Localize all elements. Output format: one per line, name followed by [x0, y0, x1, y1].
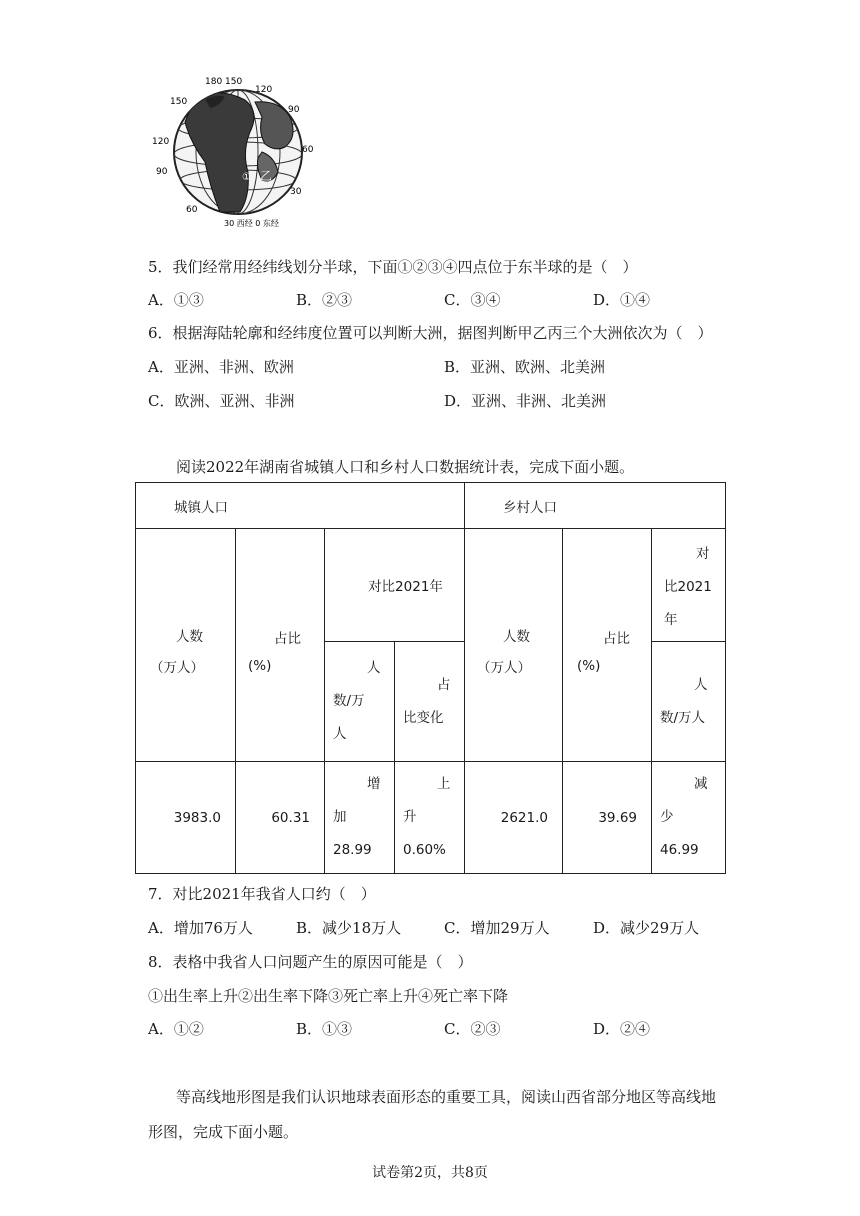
q6-option-b[interactable]: B．亚洲、欧洲、北美洲 [444, 358, 606, 376]
cell-value: 3983.0 [173, 809, 221, 826]
header-text: 数/万 [333, 693, 365, 709]
urban-share-change-value [395, 762, 465, 874]
header-text: 对比2021年 [368, 579, 443, 595]
urban-compare-header [325, 529, 465, 642]
rural-people-value [465, 762, 563, 874]
rural-header: 乡村人口 [503, 499, 557, 516]
cell-value: 增 [367, 776, 381, 792]
header-text: 比变化 [403, 709, 444, 726]
cell-value: 少 [660, 809, 674, 825]
q8-option-c[interactable]: C．②③ [444, 1020, 501, 1038]
globe-label-120-left: 120 [152, 137, 170, 147]
urban-people-header [136, 529, 236, 762]
globe-label-60-right: 60 [302, 145, 314, 155]
globe-point-1: ① [242, 172, 251, 183]
q6-option-c[interactable]: C．欧洲、亚洲、非洲 [148, 392, 295, 410]
rural-header-cell [465, 483, 726, 529]
rural-share-header [563, 529, 652, 762]
cell-value: 39.69 [598, 809, 637, 826]
table-intro: 阅读2022年湖南省城镇人口和乡村人口数据统计表，完成下面小题。 [176, 458, 635, 476]
page-footer: 试卷第2页，共8页 [372, 1165, 488, 1181]
rural-people-change-header [652, 642, 726, 762]
globe-point-yi: 乙 [260, 169, 273, 183]
header-text: 比2021 [664, 578, 712, 595]
header-text: 人数 [503, 628, 530, 645]
urban-people-change-value [325, 762, 395, 874]
rural-people-header [465, 529, 563, 762]
rural-share-value [563, 762, 652, 874]
q8-stem: 8．表格中我省人口问题产生的原因可能是（ ） [148, 953, 473, 971]
header-text: 占比 [603, 630, 630, 647]
cell-value: 60.31 [271, 809, 310, 826]
cell-value: 减 [694, 776, 708, 792]
q7-option-b[interactable]: B．减少18万人 [296, 919, 402, 937]
q7-option-a[interactable]: A．增加76万人 [148, 919, 253, 937]
header-text: 对 [696, 545, 710, 562]
globe-label-60-bottom: 60 [186, 205, 198, 215]
globe-label-90-right: 90 [288, 105, 300, 115]
cell-value: 0.60% [403, 842, 446, 858]
cell-value: 上 [437, 776, 451, 792]
q6-option-a[interactable]: A．亚洲、非洲、欧洲 [148, 358, 294, 376]
urban-share-value [236, 762, 325, 874]
population-table [135, 482, 726, 874]
urban-header: 城镇人口 [174, 499, 228, 516]
header-text: （万人） [477, 659, 531, 676]
header-text: 人 [367, 660, 381, 676]
q8-option-d[interactable]: D．②④ [593, 1020, 651, 1038]
contour-intro-line2: 形图，完成下面小题。 [148, 1123, 299, 1141]
q6-stem: 6．根据海陆轮廓和经纬度位置可以判断大洲，据图判断甲乙丙三个大洲依次为（ ） [148, 324, 713, 342]
header-text: 人 [694, 676, 708, 693]
q6-option-d[interactable]: D．亚洲、非洲、北美洲 [444, 392, 607, 410]
globe-label-90-left: 90 [156, 167, 168, 177]
q8-option-b[interactable]: B．①③ [296, 1020, 353, 1038]
header-text: 占比 [274, 630, 301, 647]
cell-value: 升 [403, 809, 417, 825]
globe-map-figure [150, 72, 330, 232]
urban-header-cell [136, 483, 465, 529]
header-text: 占 [437, 676, 451, 693]
contour-intro-line1: 等高线地形图是我们认识地球表面形态的重要工具，阅读山西省部分地区等高线地 [176, 1088, 717, 1106]
rural-compare-header [652, 529, 726, 642]
q7-option-d[interactable]: D．减少29万人 [593, 919, 700, 937]
q7-option-c[interactable]: C．增加29万人 [444, 919, 550, 937]
urban-share-change-header [395, 642, 465, 762]
globe-label-150-top: 150 [225, 77, 243, 87]
q7-stem: 7．对比2021年我省人口约（ ） [148, 885, 376, 903]
rural-people-change-value [652, 762, 726, 874]
urban-share-header [236, 529, 325, 762]
cell-value: 加 [333, 809, 347, 825]
q5-option-b[interactable]: B．②③ [296, 291, 353, 309]
header-text: 年 [664, 611, 678, 628]
globe-label-bottom: 30 西经 0 东经 [224, 219, 279, 228]
header-text: (%) [248, 657, 272, 674]
q5-option-a[interactable]: A．①③ [148, 291, 204, 309]
globe-label-120-top: 120 [255, 85, 273, 95]
header-text: 人 [333, 726, 347, 742]
urban-people-value [136, 762, 236, 874]
q5-stem: 5．我们经常用经纬线划分半球，下面①②③④四点位于东半球的是（ ） [148, 258, 638, 276]
cell-value: 2621.0 [500, 809, 548, 826]
header-text: 数/万人 [660, 709, 706, 726]
globe-label-150-left: 150 [170, 97, 188, 107]
header-text: （万人） [150, 659, 204, 676]
q5-option-c[interactable]: C．③④ [444, 291, 501, 309]
cell-value: 46.99 [660, 842, 699, 858]
globe-label-30-right: 30 [290, 187, 302, 197]
q5-option-d[interactable]: D．①④ [593, 291, 651, 309]
q8-option-a[interactable]: A．①② [148, 1020, 204, 1038]
urban-people-change-header [325, 642, 395, 762]
cell-value: 28.99 [333, 842, 372, 858]
header-text: 人数 [176, 628, 203, 645]
globe-label-180: 180 [205, 77, 223, 87]
q8-items: ①出生率上升②出生率下降③死亡率上升④死亡率下降 [148, 987, 509, 1005]
header-text: (%) [577, 657, 601, 674]
